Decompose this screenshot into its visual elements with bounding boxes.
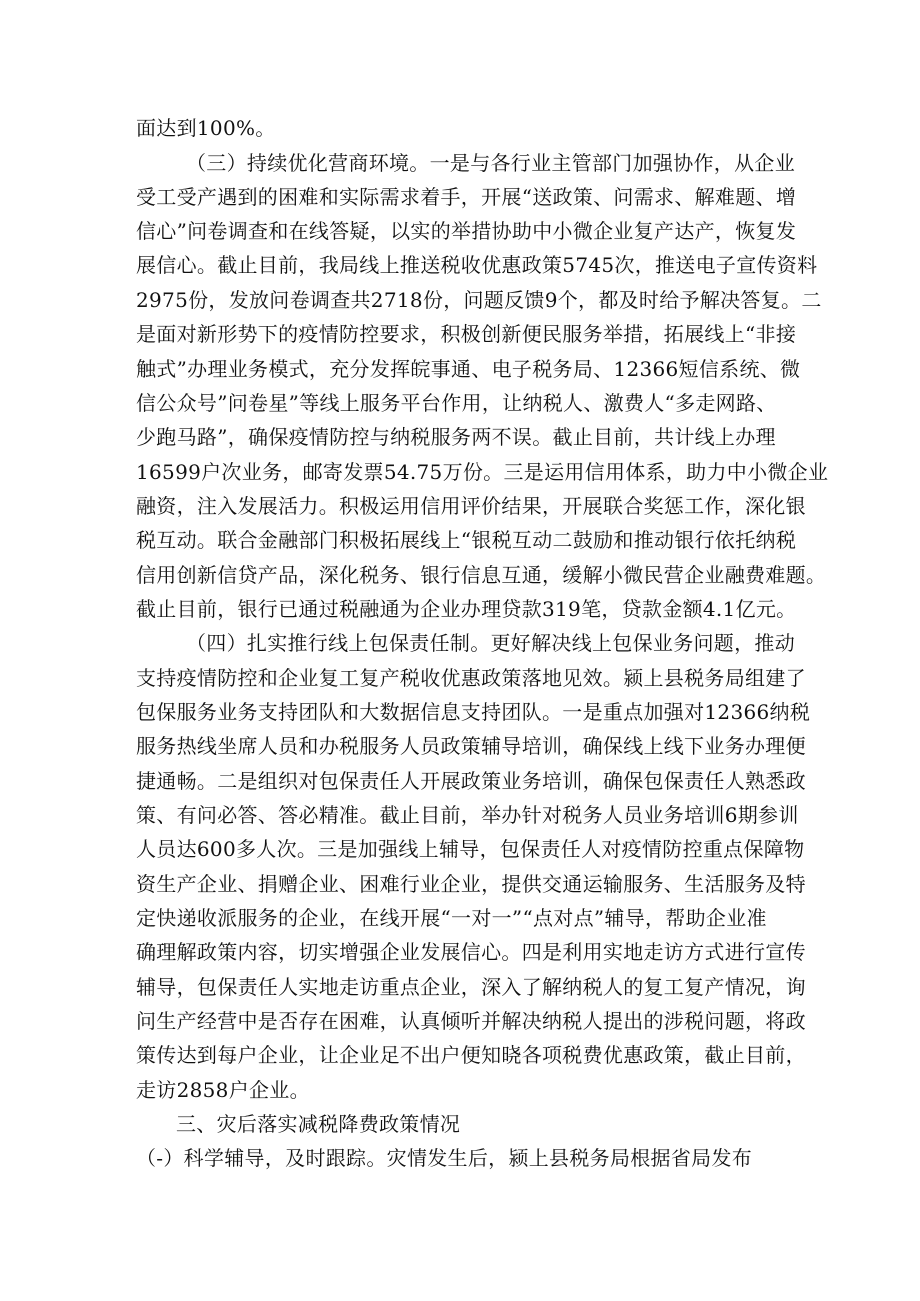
text-line: 信心”问卷调查和在线答疑，以实的举措协助中小微企业复产达产，恢复发 — [136, 219, 797, 243]
text-line: 走访2858户企业。 — [136, 1078, 310, 1102]
text-line: 少跑马路”，确保疫情防控与纳税服务两不误。截止目前，共计线上办理 — [136, 425, 776, 449]
text-line: 16599户次业务，邮寄发票54.75万份。三是运用信用体系，助力中小微企业 — [136, 460, 829, 484]
text-line: 人员达600多人次。三是加强线上辅导，包保责任人对疫情防控重点保障物 — [136, 837, 805, 861]
text-line: 策、有问必答、答必精准。截止目前，举办针对税务人员业务培训6期参训 — [136, 803, 799, 827]
text-line: 资生产企业、捐赠企业、困难行业企业，提供交通运输服务、生活服务及特 — [136, 872, 806, 896]
text-line: 税互动。联合金融部门积极拓展线上“银税互动二鼓励和推动银行依托纳税 — [136, 528, 797, 552]
text-line: 信公众号”问卷星”等线上服务平台作用，让纳税人、激费人“多走网路、 — [136, 391, 777, 415]
section-heading-3: （三）持续优化营商环境。一是与各行业主管部门加强协作，从企业 — [186, 151, 795, 175]
text-line: 策传达到每户企业，让企业足不出户便知晓各项税费优惠政策，截止目前， — [136, 1043, 806, 1067]
section-heading-three: 三、灾后落实减税降费政策情况 — [176, 1112, 461, 1136]
section-heading-4: （四）扎实推行线上包保责任制。更好解决线上包保业务问题，推动 — [186, 631, 795, 655]
text-line: 受工受产遇到的困难和实际需求着手，开展“送政策、问需求、解难题、增 — [136, 185, 797, 209]
text-line: 触式”办理业务模式，充分发挥皖事通、电子税务局、12366短信系统、微 — [136, 357, 801, 381]
text-line: 是面对新形势下的疫情防控要求，积极创新便民服务举措，拓展线上“非接 — [136, 322, 797, 346]
text-line: 包保服务业务支持团队和大数据信息支持团队。一是重点加强对12366纳税 — [136, 700, 811, 724]
text-line: 问生产经营中是否存在困难，认真倾听并解决纳税人提出的涉税问题，将政 — [136, 1009, 806, 1033]
text-line: 辅导，包保责任人实地走访重点企业，深入了解纳税人的复工复产情况，询 — [136, 975, 806, 999]
text-line: 定快递收派服务的企业，在线开展“一对一”“点对点”辅导，帮助企业准 — [136, 906, 767, 930]
text-line: 截止目前，银行已通过税融通为企业办理贷款319笔，贷款金额4.1亿元。 — [136, 597, 797, 621]
text-line: 信用创新信贷产品，深化税务、银行信息互通，缓解小微民营企业融费难题。 — [136, 563, 827, 587]
text-line: 面达到100%。 — [136, 116, 276, 140]
text-line: 展信心。截止目前，我局线上推送税收优惠政策5745次，推送电子宣传资料 — [136, 253, 818, 277]
text-line: 融资，注入发展活力。积极运用信用评价结果，开展联合奖惩工作，深化银 — [136, 494, 806, 518]
subsection-heading-1: （-）科学辅导，及时跟踪。灾情发生后，颍上县税务局根据省局发布 — [136, 1146, 753, 1170]
text-line: 2975份，发放问卷调查共2718份，问题反馈9个，都及时给予解决答复。二 — [136, 288, 822, 312]
text-line: 服务热线坐席人员和办税服务人员政策辅导培训，确保线上线下业务办理便 — [136, 734, 806, 758]
text-line: 支持疫情防控和企业复工复产税收优惠政策落地见效。颍上县税务局组建了 — [136, 666, 806, 690]
text-line: 捷通畅。二是组织对包保责任人开展政策业务培训，确保包保责任人熟悉政 — [136, 769, 806, 793]
text-line: 确理解政策内容，切实增强企业发展信心。四是利用实地走访方式进行宣传 — [136, 940, 806, 964]
